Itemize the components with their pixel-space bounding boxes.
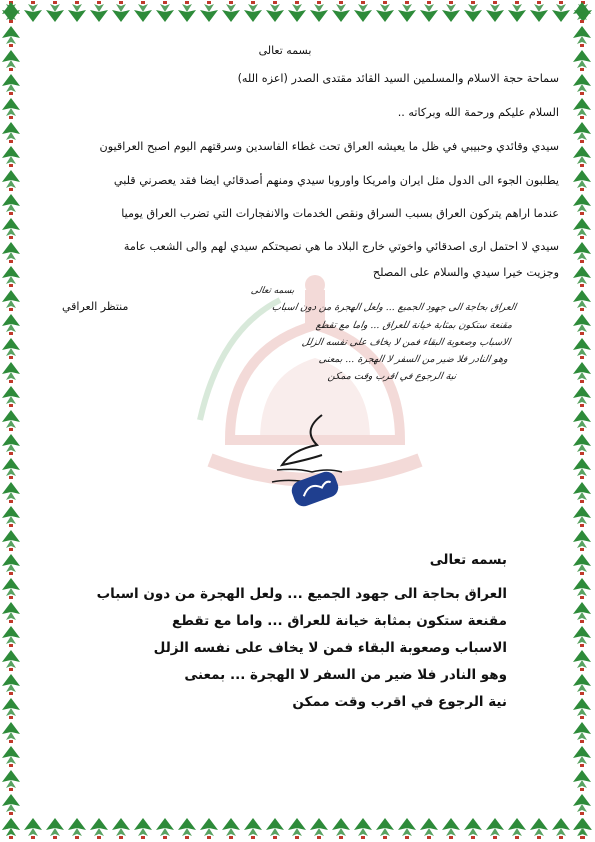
border-ornament-icon bbox=[506, 0, 528, 24]
border-ornament-icon bbox=[330, 0, 352, 24]
border-ornament-icon bbox=[198, 0, 220, 24]
border-ornament-icon bbox=[110, 816, 132, 840]
border-ornament-icon bbox=[571, 0, 593, 24]
letter-line: سيدي وقائدي وحبيبي في ظل ما يعيشه العراق تحت غطاء الفاسدين وسرقتهم اليوم اصبح العراقيون bbox=[99, 140, 559, 153]
border-ornament-icon bbox=[484, 816, 506, 840]
border-ornament-icon bbox=[44, 816, 66, 840]
border-ornament-icon bbox=[571, 480, 593, 504]
border-ornament-icon bbox=[571, 792, 593, 816]
border-ornament-icon bbox=[88, 816, 110, 840]
letter-signer: منتظر العراقي bbox=[62, 300, 129, 313]
border-ornament-icon bbox=[571, 192, 593, 216]
border-ornament-icon bbox=[0, 48, 22, 72]
border-ornament-icon bbox=[0, 672, 22, 696]
letter-line: وجزيت خيرا سيدي والسلام على المصلح bbox=[372, 266, 559, 279]
border-ornament-icon bbox=[571, 456, 593, 480]
border-ornament-icon bbox=[88, 0, 110, 24]
border-ornament-icon bbox=[176, 0, 198, 24]
handwritten-reply bbox=[196, 286, 526, 412]
border-ornament-icon bbox=[374, 0, 396, 24]
border-ornament-icon bbox=[0, 168, 22, 192]
border-ornament-icon bbox=[0, 576, 22, 600]
printed-line: العراق بحاجة الى جهود الجميع ... ولعل الهجرة من دون اسباب bbox=[96, 586, 507, 602]
border-ornament-icon bbox=[0, 408, 22, 432]
border-ornament-icon bbox=[0, 264, 22, 288]
border-ornament-icon bbox=[0, 360, 22, 384]
border-ornament-icon bbox=[571, 72, 593, 96]
border-ornament-icon bbox=[571, 528, 593, 552]
border-ornament-icon bbox=[0, 72, 22, 96]
border-ornament-icon bbox=[571, 696, 593, 720]
border-ornament-icon bbox=[396, 0, 418, 24]
border-ornament-icon bbox=[440, 0, 462, 24]
border-ornament-icon bbox=[571, 24, 593, 48]
border-ornament-icon bbox=[418, 0, 440, 24]
border-ornament-icon bbox=[0, 552, 22, 576]
border-ornament-icon bbox=[264, 0, 286, 24]
handwritten-line: نية الرجوع في اقرب وقت ممكن bbox=[326, 371, 457, 382]
border-ornament-icon bbox=[571, 648, 593, 672]
border-ornament-icon bbox=[0, 816, 22, 840]
border-ornament-icon bbox=[0, 288, 22, 312]
border-ornament-icon bbox=[0, 792, 22, 816]
border-ornament-icon bbox=[571, 360, 593, 384]
border-ornament-icon bbox=[22, 816, 44, 840]
border-ornament-icon bbox=[571, 408, 593, 432]
border-ornament-icon bbox=[571, 552, 593, 576]
border-ornament-icon bbox=[0, 96, 22, 120]
signature-stamp bbox=[262, 410, 352, 510]
border-ornament-icon bbox=[0, 528, 22, 552]
border-ornament-icon bbox=[396, 816, 418, 840]
printed-line: وهو النادر فلا ضير من السفر لا الهجرة ... بمعنى bbox=[184, 667, 507, 683]
border-ornament-icon bbox=[0, 240, 22, 264]
border-ornament-icon bbox=[0, 744, 22, 768]
border-ornament-icon bbox=[0, 336, 22, 360]
border-ornament-icon bbox=[0, 624, 22, 648]
border-ornament-icon bbox=[308, 816, 330, 840]
border-ornament-icon bbox=[0, 720, 22, 744]
border-ornament-icon bbox=[264, 816, 286, 840]
border-ornament-icon bbox=[242, 0, 264, 24]
border-ornament-icon bbox=[571, 96, 593, 120]
border-ornament-icon bbox=[132, 0, 154, 24]
border-ornament-icon bbox=[0, 456, 22, 480]
border-ornament-icon bbox=[0, 0, 22, 24]
border-ornament-icon bbox=[242, 816, 264, 840]
letter-line: سماحة حجة الاسلام والمسلمين السيد القائد مقتدى الصدر (اعزه الله) bbox=[237, 72, 559, 85]
border-ornament-icon bbox=[176, 816, 198, 840]
border-ornament-icon bbox=[571, 288, 593, 312]
border-ornament-icon bbox=[220, 0, 242, 24]
border-ornament-icon bbox=[506, 816, 528, 840]
border-ornament-icon bbox=[571, 720, 593, 744]
border-ornament-icon bbox=[0, 120, 22, 144]
border-ornament-icon bbox=[0, 216, 22, 240]
border-ornament-icon bbox=[0, 192, 22, 216]
border-ornament-icon bbox=[0, 504, 22, 528]
border-ornament-icon bbox=[571, 336, 593, 360]
border-ornament-icon bbox=[22, 0, 44, 24]
border-left bbox=[0, 0, 24, 842]
border-ornament-icon bbox=[308, 0, 330, 24]
border-ornament-icon bbox=[66, 816, 88, 840]
border-ornament-icon bbox=[286, 0, 308, 24]
border-ornament-icon bbox=[0, 600, 22, 624]
border-ornament-icon bbox=[571, 168, 593, 192]
border-ornament-icon bbox=[571, 120, 593, 144]
border-ornament-icon bbox=[286, 816, 308, 840]
border-ornament-icon bbox=[0, 648, 22, 672]
letter-line: عندما اراهم يتركون العراق بسبب السراق ونقص الخدمات والانفجارات التي تضرب العراق يوميا bbox=[121, 207, 559, 220]
handwritten-line: مقنعة ستكون بمثابة خيانة للعراق ... واما مع تقطع bbox=[314, 320, 513, 331]
border-ornament-icon bbox=[330, 816, 352, 840]
border-ornament-icon bbox=[0, 432, 22, 456]
border-ornament-icon bbox=[440, 816, 462, 840]
printed-line: الاسباب وصعوبة البقاء فمن لا يخاف على نفسه الزلل bbox=[153, 640, 507, 656]
border-ornament-icon bbox=[528, 816, 550, 840]
letter-line: يطلبون الجوء الى الدول مثل ايران وامريكا واوروبا سيدي ومنهم أصدقائي ايضا فقد يعصرني قلبي bbox=[113, 174, 559, 187]
border-ornament-icon bbox=[462, 0, 484, 24]
border-ornament-icon bbox=[571, 624, 593, 648]
border-ornament-icon bbox=[132, 816, 154, 840]
border-ornament-icon bbox=[571, 264, 593, 288]
border-ornament-icon bbox=[0, 768, 22, 792]
border-ornament-icon bbox=[571, 576, 593, 600]
printed-line: نية الرجوع في اقرب وقت ممكن bbox=[292, 694, 507, 710]
border-ornament-icon bbox=[44, 0, 66, 24]
printed-heading: بسمه تعالى bbox=[429, 552, 507, 568]
border-ornament-icon bbox=[110, 0, 132, 24]
border-ornament-icon bbox=[571, 432, 593, 456]
printed-line: مقنعة ستكون بمثابة خيانة للعراق ... واما مع تقطع bbox=[171, 613, 507, 629]
border-ornament-icon bbox=[571, 216, 593, 240]
border-ornament-icon bbox=[0, 24, 22, 48]
border-ornament-icon bbox=[571, 504, 593, 528]
border-right bbox=[571, 0, 595, 842]
border-ornament-icon bbox=[154, 0, 176, 24]
handwritten-heading: بسمه تعالى bbox=[249, 286, 295, 296]
border-ornament-icon bbox=[571, 144, 593, 168]
border-ornament-icon bbox=[154, 816, 176, 840]
letter-line: السلام عليكم ورحمة الله وبركاته .. bbox=[397, 106, 559, 119]
border-ornament-icon bbox=[352, 816, 374, 840]
border-ornament-icon bbox=[198, 816, 220, 840]
border-ornament-icon bbox=[571, 384, 593, 408]
border-ornament-icon bbox=[550, 816, 572, 840]
border-ornament-icon bbox=[462, 816, 484, 840]
border-ornament-icon bbox=[0, 384, 22, 408]
border-ornament-icon bbox=[220, 816, 242, 840]
border-ornament-icon bbox=[550, 0, 572, 24]
border-ornament-icon bbox=[571, 600, 593, 624]
border-ornament-icon bbox=[0, 480, 22, 504]
border-ornament-icon bbox=[571, 240, 593, 264]
border-ornament-icon bbox=[66, 0, 88, 24]
border-ornament-icon bbox=[374, 816, 396, 840]
border-ornament-icon bbox=[0, 144, 22, 168]
border-ornament-icon bbox=[571, 48, 593, 72]
border-ornament-icon bbox=[571, 312, 593, 336]
handwritten-line: وهو النادر فلا ضير من السفر لا الهجرة ... بمعنى bbox=[318, 354, 509, 365]
border-ornament-icon bbox=[571, 672, 593, 696]
border-ornament-icon bbox=[528, 0, 550, 24]
border-top bbox=[0, 0, 595, 26]
border-ornament-icon bbox=[0, 696, 22, 720]
border-ornament-icon bbox=[352, 0, 374, 24]
letter-line: سيدي لا احتمل ارى اصدقائي واخوتي خارج البلاد ما هي نصيحتكم سيدي لهم والى الشعب عامة bbox=[123, 240, 559, 253]
letter-heading: بسمه تعالى bbox=[258, 44, 312, 57]
border-ornament-icon bbox=[571, 816, 593, 840]
border-ornament-icon bbox=[418, 816, 440, 840]
border-ornament-icon bbox=[571, 744, 593, 768]
border-ornament-icon bbox=[484, 0, 506, 24]
handwritten-line: الاسباب وصعوبة البقاء فمن لا يخاف على نفسه الزلل bbox=[300, 337, 511, 348]
border-ornament-icon bbox=[571, 768, 593, 792]
border-ornament-icon bbox=[0, 312, 22, 336]
handwritten-line: العراق بحاجة الى جهود الجميع ... ولعل الهجرة من دون اسباب bbox=[270, 302, 517, 313]
border-bottom bbox=[0, 816, 595, 842]
